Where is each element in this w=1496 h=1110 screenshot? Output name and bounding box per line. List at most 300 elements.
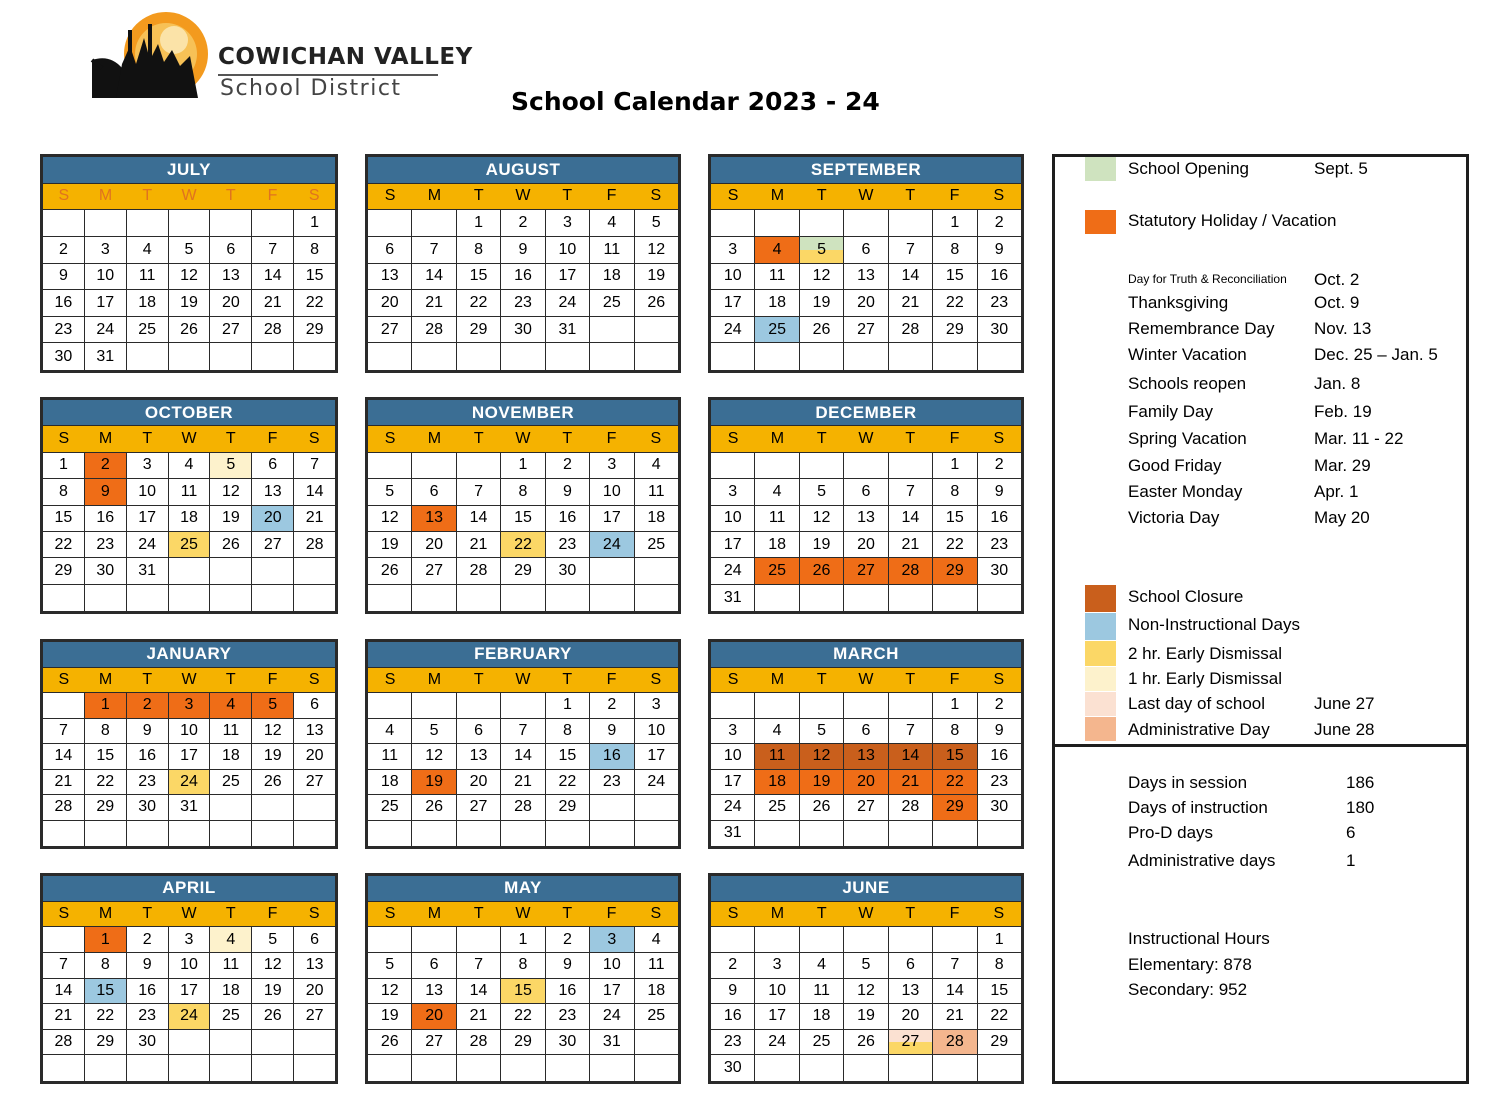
day-cell: 10 — [711, 506, 755, 531]
day-cell: 1 — [994, 930, 1004, 948]
weekday-label: W — [858, 430, 874, 448]
empty-cell — [844, 585, 888, 611]
day-cell: 25 — [590, 290, 634, 316]
week-row — [711, 744, 1021, 770]
day-cell: 9 — [546, 479, 590, 504]
month-name: NOVEMBER — [368, 400, 678, 426]
weekday-label: W — [515, 187, 531, 205]
holiday-label: Schools reopen — [1128, 374, 1247, 393]
holiday-label: Remembrance Day — [1128, 319, 1275, 338]
weekday-label: W — [181, 904, 197, 922]
day-cell: 16 — [711, 1004, 755, 1029]
holiday-label: Victoria Day — [1128, 508, 1220, 527]
day-cell: 12 — [210, 479, 252, 504]
weekday-label: S — [384, 430, 396, 448]
day-cell: 7 — [43, 719, 85, 744]
empty-cell — [457, 927, 501, 952]
week-row — [368, 927, 678, 953]
day-cell: 5 — [844, 953, 888, 978]
day-cell: 17 — [169, 744, 211, 769]
empty-cell — [169, 558, 211, 583]
day-cell: 18 — [210, 979, 252, 1004]
month-name: FEBRUARY — [368, 642, 678, 668]
day-cell: 3 — [590, 927, 634, 952]
weekday-row — [711, 668, 1021, 694]
weekday-label: F — [267, 430, 278, 448]
day-cell: 23 — [546, 1004, 590, 1029]
day-cell: 21 — [252, 290, 294, 316]
empty-cell — [755, 1055, 799, 1081]
weekday-label: W — [515, 904, 531, 922]
day-cell: 26 — [210, 532, 252, 557]
week-row — [43, 237, 335, 264]
month-name: SEPTEMBER — [711, 157, 1021, 184]
day-cell: 9 — [711, 979, 755, 1004]
week-row — [368, 744, 678, 770]
empty-cell — [590, 821, 634, 847]
day-cell: 28 — [252, 317, 294, 343]
day-cell: 9 — [994, 240, 1004, 258]
weekday-label: M — [427, 187, 442, 205]
day-cell: 13 — [368, 264, 412, 290]
day-cell: 27 — [844, 795, 888, 820]
day-cell: 26 — [252, 770, 294, 795]
month-name: DECEMBER — [711, 400, 1021, 426]
day-cell: 5 — [800, 237, 844, 263]
empty-cell — [252, 343, 294, 370]
weekday-label: W — [181, 187, 197, 205]
week-row — [43, 532, 335, 558]
empty-cell — [546, 821, 590, 847]
weekday-row — [368, 902, 678, 928]
empty-cell — [412, 1055, 456, 1081]
day-cell: 8 — [85, 719, 127, 744]
weekday-row — [43, 668, 335, 694]
day-cell: 6 — [310, 930, 320, 948]
day-cell: 4 — [800, 953, 844, 978]
week-row — [368, 693, 678, 719]
day-cell: 18 — [590, 264, 634, 290]
empty-cell — [590, 343, 634, 370]
day-cell: 30 — [990, 561, 1009, 579]
day-cell: 1 — [85, 927, 127, 952]
day-cell: 24 — [85, 317, 127, 343]
empty-cell — [412, 453, 456, 478]
stat-value: 1 — [1346, 851, 1356, 870]
empty-cell — [412, 821, 456, 847]
day-cell: 26 — [800, 795, 844, 820]
day-cell: 29 — [85, 795, 127, 820]
day-cell: 6 — [889, 953, 933, 978]
day-cell: 1 — [43, 453, 85, 478]
day-cell: 7 — [43, 953, 85, 978]
empty-cell — [412, 585, 456, 611]
weekday-label: T — [905, 187, 916, 205]
day-cell: 8 — [933, 479, 977, 504]
weekday-label: T — [562, 430, 573, 448]
legend-label: Statutory Holiday / Vacation — [1128, 211, 1337, 230]
day-cell: 7 — [310, 456, 320, 474]
day-cell: 19 — [800, 770, 844, 795]
day-cell: 28 — [43, 795, 85, 820]
day-cell: 3 — [711, 719, 755, 744]
empty-cell — [800, 343, 844, 370]
weekday-label: S — [650, 904, 662, 922]
day-cell: 19 — [844, 1004, 888, 1029]
weekday-label: F — [606, 187, 617, 205]
day-cell: 29 — [933, 795, 977, 820]
day-cell: 6 — [412, 953, 456, 978]
empty-cell — [844, 1055, 888, 1081]
day-cell: 22 — [933, 770, 977, 795]
empty-cell — [889, 210, 933, 236]
day-cell: 12 — [368, 506, 412, 531]
weekday-label: T — [225, 430, 236, 448]
legend-divider — [1055, 744, 1466, 747]
month-february — [365, 639, 681, 849]
empty-cell — [457, 343, 501, 370]
empty-cell — [412, 210, 456, 236]
empty-cell — [933, 821, 977, 847]
day-cell: 21 — [501, 770, 545, 795]
day-cell: 12 — [647, 240, 666, 258]
day-cell: 28 — [43, 1030, 85, 1055]
month-december — [708, 397, 1024, 614]
weekday-label: F — [267, 904, 278, 922]
weekday-label: F — [606, 430, 617, 448]
day-cell: 9 — [590, 719, 634, 744]
key-label: 2 hr. Early Dismissal — [1128, 644, 1282, 663]
month-name: MARCH — [711, 642, 1021, 668]
empty-cell — [85, 1055, 127, 1081]
empty-cell — [711, 927, 755, 952]
day-cell: 21 — [457, 532, 501, 557]
day-cell: 23 — [546, 532, 590, 557]
day-cell: 31 — [711, 821, 755, 847]
weekday-label: S — [58, 670, 70, 688]
day-cell: 23 — [127, 1004, 169, 1029]
day-cell: 22 — [501, 1004, 545, 1029]
day-cell: 7 — [889, 479, 933, 504]
day-cell: 15 — [990, 981, 1009, 999]
empty-cell — [889, 585, 933, 611]
day-cell: 28 — [501, 795, 545, 820]
legend-label: School Opening — [1128, 159, 1249, 178]
day-cell: 10 — [546, 237, 590, 263]
week-row — [368, 795, 678, 821]
empty-cell — [368, 1055, 412, 1081]
stat-value: 6 — [1346, 823, 1356, 842]
day-cell: 8 — [546, 719, 590, 744]
empty-cell — [635, 1030, 678, 1055]
day-cell: 12 — [412, 744, 456, 769]
empty-cell — [800, 821, 844, 847]
weekday-label: T — [816, 187, 827, 205]
day-cell: 8 — [501, 479, 545, 504]
day-cell: 2 — [546, 927, 590, 952]
holiday-label: Family Day — [1128, 402, 1214, 421]
weekday-label: M — [427, 904, 442, 922]
weekday-label: T — [473, 904, 484, 922]
day-cell: 11 — [210, 953, 252, 978]
holiday-label: Good Friday — [1128, 456, 1222, 475]
weekday-label: S — [650, 187, 662, 205]
day-cell: 25 — [800, 1030, 844, 1055]
weekday-row — [368, 668, 678, 694]
month-august — [365, 154, 681, 373]
day-cell: 1 — [501, 453, 545, 478]
day-cell: 1 — [501, 927, 545, 952]
weekday-label: M — [427, 670, 442, 688]
weekday-label: W — [181, 670, 197, 688]
holiday-date: Mar. 11 - 22 — [1314, 429, 1404, 448]
swatch-closure — [1085, 585, 1116, 612]
weekday-label: M — [98, 430, 113, 448]
day-cell: 3 — [546, 210, 590, 236]
weekday-label: S — [308, 187, 320, 205]
week-row — [711, 821, 1021, 847]
week-row — [43, 744, 335, 770]
day-cell: 21 — [43, 1004, 85, 1029]
empty-cell — [457, 453, 501, 478]
day-cell: 30 — [546, 1030, 590, 1055]
empty-cell — [844, 693, 888, 718]
day-cell: 28 — [457, 1030, 501, 1055]
weekday-row — [43, 426, 335, 452]
empty-cell — [590, 795, 634, 820]
week-row — [368, 453, 678, 479]
day-cell: 22 — [501, 532, 545, 557]
day-cell: 28 — [457, 558, 501, 583]
day-cell: 31 — [85, 343, 127, 370]
week-row — [43, 719, 335, 745]
day-cell: 2 — [711, 953, 755, 978]
day-cell: 19 — [412, 770, 456, 795]
weekday-row — [368, 426, 678, 452]
day-cell: 15 — [305, 267, 324, 285]
day-cell: 14 — [889, 744, 933, 769]
day-cell: 2 — [85, 453, 127, 478]
empty-cell — [210, 558, 252, 583]
day-cell: 29 — [501, 1030, 545, 1055]
empty-cell — [889, 693, 933, 718]
day-cell: 4 — [368, 719, 412, 744]
day-cell: 10 — [647, 721, 666, 739]
day-cell: 20 — [412, 532, 456, 557]
day-cell: 22 — [546, 770, 590, 795]
week-row — [43, 317, 335, 344]
day-cell: 27 — [305, 1007, 324, 1025]
day-cell: 15 — [933, 264, 977, 290]
day-cell: 4 — [755, 719, 799, 744]
day-cell: 16 — [127, 979, 169, 1004]
day-cell: 21 — [43, 770, 85, 795]
day-cell: 20 — [844, 532, 888, 557]
day-cell: 8 — [933, 237, 977, 263]
holiday-date: Mar. 29 — [1314, 456, 1371, 475]
day-cell: 23 — [990, 535, 1009, 553]
day-cell: 18 — [755, 770, 799, 795]
weekday-label: F — [949, 187, 960, 205]
weekday-label: M — [770, 187, 785, 205]
empty-cell — [978, 343, 1021, 370]
day-cell: 3 — [755, 953, 799, 978]
day-cell: 13 — [844, 264, 888, 290]
holiday-label: Winter Vacation — [1128, 345, 1247, 364]
empty-cell — [127, 1055, 169, 1081]
empty-cell — [635, 558, 678, 583]
day-cell: 19 — [647, 267, 666, 285]
day-cell: 23 — [43, 317, 85, 343]
day-cell: 6 — [310, 696, 320, 714]
day-cell: 11 — [755, 264, 799, 290]
day-cell: 18 — [755, 532, 799, 557]
day-cell: 20 — [305, 747, 324, 765]
empty-cell — [210, 585, 252, 611]
week-row — [711, 1055, 1021, 1081]
empty-cell — [978, 585, 1021, 611]
day-cell: 16 — [990, 267, 1009, 285]
key-date: June 27 — [1314, 694, 1375, 713]
empty-cell — [43, 585, 85, 611]
month-march — [708, 639, 1024, 849]
day-cell: 7 — [457, 953, 501, 978]
week-row — [711, 979, 1021, 1005]
weekday-label: T — [905, 670, 916, 688]
day-cell: 22 — [305, 293, 324, 311]
empty-cell — [210, 1030, 252, 1055]
logo-emblem-icon — [88, 10, 218, 102]
week-row — [43, 770, 335, 796]
empty-cell — [755, 693, 799, 718]
day-cell: 31 — [546, 317, 590, 343]
day-cell: 28 — [412, 317, 456, 343]
week-row — [711, 1004, 1021, 1030]
day-cell: 11 — [755, 744, 799, 769]
day-cell: 17 — [755, 1004, 799, 1029]
empty-cell — [169, 585, 211, 611]
day-cell: 2 — [43, 237, 85, 263]
day-cell: 1 — [933, 453, 977, 478]
day-cell: 29 — [933, 558, 977, 583]
empty-cell — [889, 821, 933, 847]
day-cell: 21 — [889, 290, 933, 316]
weekday-label: F — [606, 670, 617, 688]
day-cell: 7 — [412, 237, 456, 263]
weekday-label: S — [650, 430, 662, 448]
empty-cell — [252, 821, 294, 847]
day-cell: 9 — [85, 479, 127, 504]
week-row — [43, 453, 335, 479]
hours-elementary: Elementary: 878 — [1128, 955, 1252, 974]
day-cell: 15 — [43, 506, 85, 531]
day-cell: 6 — [457, 719, 501, 744]
day-cell: 17 — [85, 290, 127, 316]
day-cell: 2 — [994, 696, 1004, 714]
day-cell: 15 — [546, 744, 590, 769]
day-cell: 24 — [590, 1004, 634, 1029]
holiday-label: Thanksgiving — [1128, 293, 1229, 312]
day-cell: 3 — [711, 237, 755, 263]
day-cell: 11 — [590, 237, 634, 263]
empty-cell — [501, 1055, 545, 1081]
day-cell: 28 — [305, 535, 324, 553]
month-june — [708, 873, 1024, 1084]
weekday-label: F — [267, 187, 278, 205]
day-cell: 13 — [412, 979, 456, 1004]
empty-cell — [978, 821, 1021, 847]
day-cell: 29 — [990, 1033, 1009, 1051]
empty-cell — [294, 585, 335, 611]
day-cell: 16 — [990, 509, 1009, 527]
day-cell: 25 — [210, 770, 252, 795]
stat-value: 180 — [1346, 798, 1375, 817]
day-cell: 1 — [310, 214, 320, 232]
day-cell: 30 — [990, 798, 1009, 816]
weekday-label: S — [993, 187, 1005, 205]
day-cell: 23 — [501, 290, 545, 316]
weekday-label: S — [384, 904, 396, 922]
swatch-opening — [1085, 157, 1116, 181]
day-cell: 11 — [800, 979, 844, 1004]
empty-cell — [844, 210, 888, 236]
day-cell: 4 — [755, 237, 799, 263]
day-cell: 3 — [127, 453, 169, 478]
empty-cell — [85, 210, 127, 236]
holiday-date: May 20 — [1314, 508, 1370, 527]
empty-cell — [412, 927, 456, 952]
day-cell: 8 — [994, 956, 1004, 974]
day-cell: 9 — [994, 721, 1004, 739]
day-cell: 19 — [169, 290, 211, 316]
month-name: AUGUST — [368, 157, 678, 184]
hours-secondary: Secondary: 952 — [1128, 980, 1248, 999]
day-cell: 24 — [711, 317, 755, 343]
month-october — [40, 397, 338, 614]
day-cell: 14 — [889, 506, 933, 531]
empty-cell — [169, 1055, 211, 1081]
day-cell: 20 — [412, 1004, 456, 1029]
month-name: JULY — [43, 157, 335, 184]
swatch-admin — [1085, 717, 1116, 741]
day-cell: 9 — [501, 237, 545, 263]
month-name: OCTOBER — [43, 400, 335, 426]
day-cell: 30 — [501, 317, 545, 343]
day-cell: 13 — [889, 979, 933, 1004]
weekday-label: S — [384, 670, 396, 688]
day-cell: 18 — [210, 744, 252, 769]
day-cell: 4 — [210, 693, 252, 718]
empty-cell — [889, 1055, 933, 1081]
day-cell: 3 — [169, 927, 211, 952]
day-cell: 13 — [305, 721, 324, 739]
day-cell: 24 — [169, 1004, 211, 1029]
day-cell: 15 — [501, 506, 545, 531]
holiday-date: Jan. 8 — [1314, 374, 1361, 393]
day-cell: 12 — [252, 953, 294, 978]
day-cell: 17 — [169, 979, 211, 1004]
page-title: School Calendar 2023 - 24 — [511, 87, 880, 116]
empty-cell — [252, 1030, 294, 1055]
empty-cell — [933, 1055, 977, 1081]
key-label: Last day of school — [1128, 694, 1266, 713]
day-cell: 11 — [647, 482, 665, 500]
empty-cell — [711, 453, 755, 478]
week-row — [43, 1030, 335, 1056]
day-cell: 13 — [412, 506, 456, 531]
holiday-label: Spring Vacation — [1128, 429, 1247, 448]
empty-cell — [252, 1055, 294, 1081]
